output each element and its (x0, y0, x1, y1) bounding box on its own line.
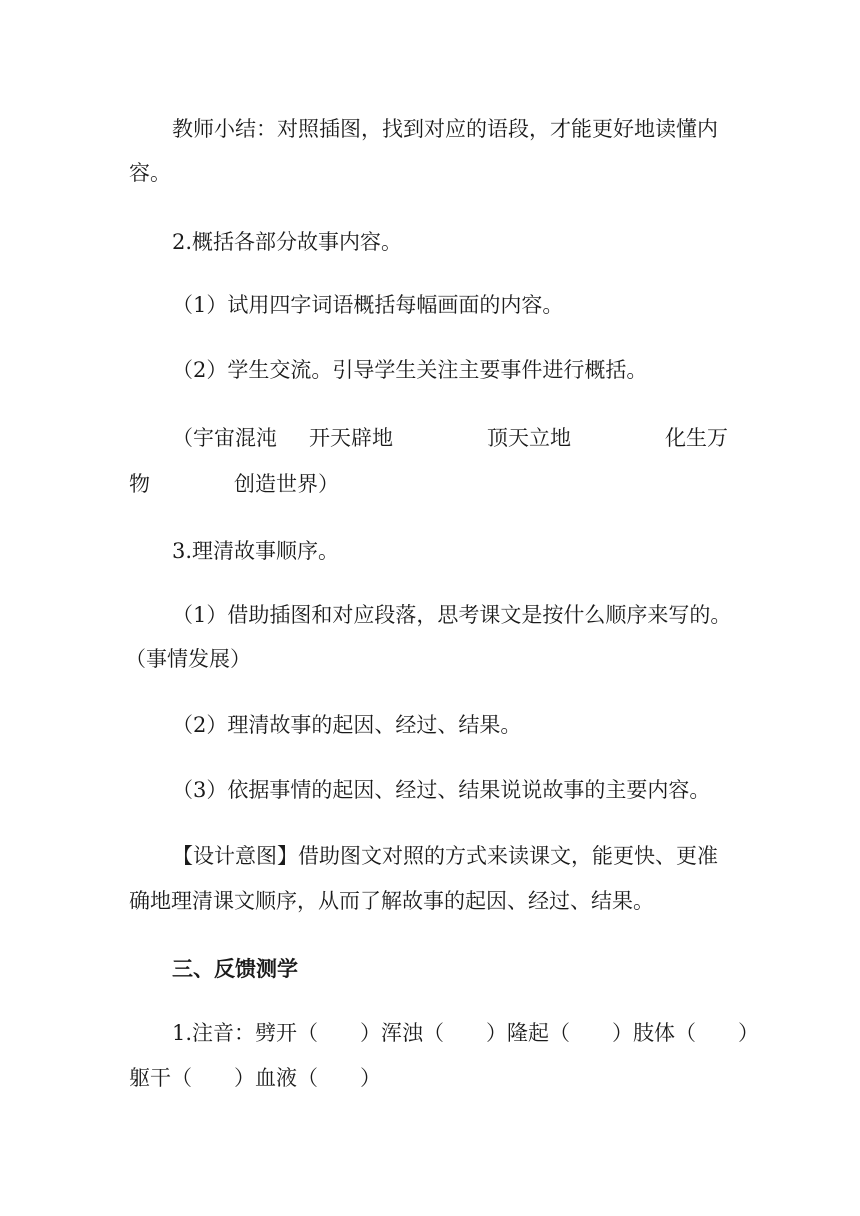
exercise-1-line-2: 躯干（ ）血液（ ） (129, 1066, 381, 1090)
point-2-sub-2: （2）学生交流。引导学生关注主要事件进行概括。 (172, 358, 648, 382)
phrase-2: 开天辟地 (309, 426, 393, 450)
teacher-summary-line-2: 容。 (129, 161, 171, 185)
phrase-6: 创造世界） (234, 472, 339, 496)
point-2-heading: 2.概括各部分故事内容。 (172, 230, 403, 254)
point-3-sub-2: （2）理清故事的起因、经过、结果。 (172, 713, 522, 737)
section-3-heading: 三、反馈测学 (172, 957, 298, 981)
point-3-sub-1-line-1: （1）借助插图和对应段落，思考课文是按什么顺序来写的。 (172, 603, 732, 627)
phrase-1: （宇宙混沌 (172, 426, 277, 450)
point-3-sub-3: （3）依据事情的起因、经过、结果说说故事的主要内容。 (172, 778, 711, 802)
phrase-4: 化生万 (665, 426, 728, 450)
phrase-3: 顶天立地 (487, 426, 571, 450)
point-3-sub-1-line-2: （事情发展） (125, 647, 251, 671)
teacher-summary-line-1: 教师小结：对照插图，找到对应的语段，才能更好地读懂内 (172, 117, 718, 141)
design-intent-line-1: 【设计意图】借助图文对照的方式来读课文，能更快、更准 (172, 844, 718, 868)
design-intent-line-2: 确地理清课文顺序，从而了解故事的起因、经过、结果。 (129, 889, 654, 913)
phrase-5: 物 (129, 472, 150, 496)
point-2-sub-1: （1）试用四字词语概括每幅画面的内容。 (172, 293, 564, 317)
exercise-1-line-1: 1.注音：劈开（ ）浑浊（ ）隆起（ ）肢体（ ） (172, 1021, 760, 1045)
point-3-heading: 3.理清故事顺序。 (172, 539, 340, 563)
